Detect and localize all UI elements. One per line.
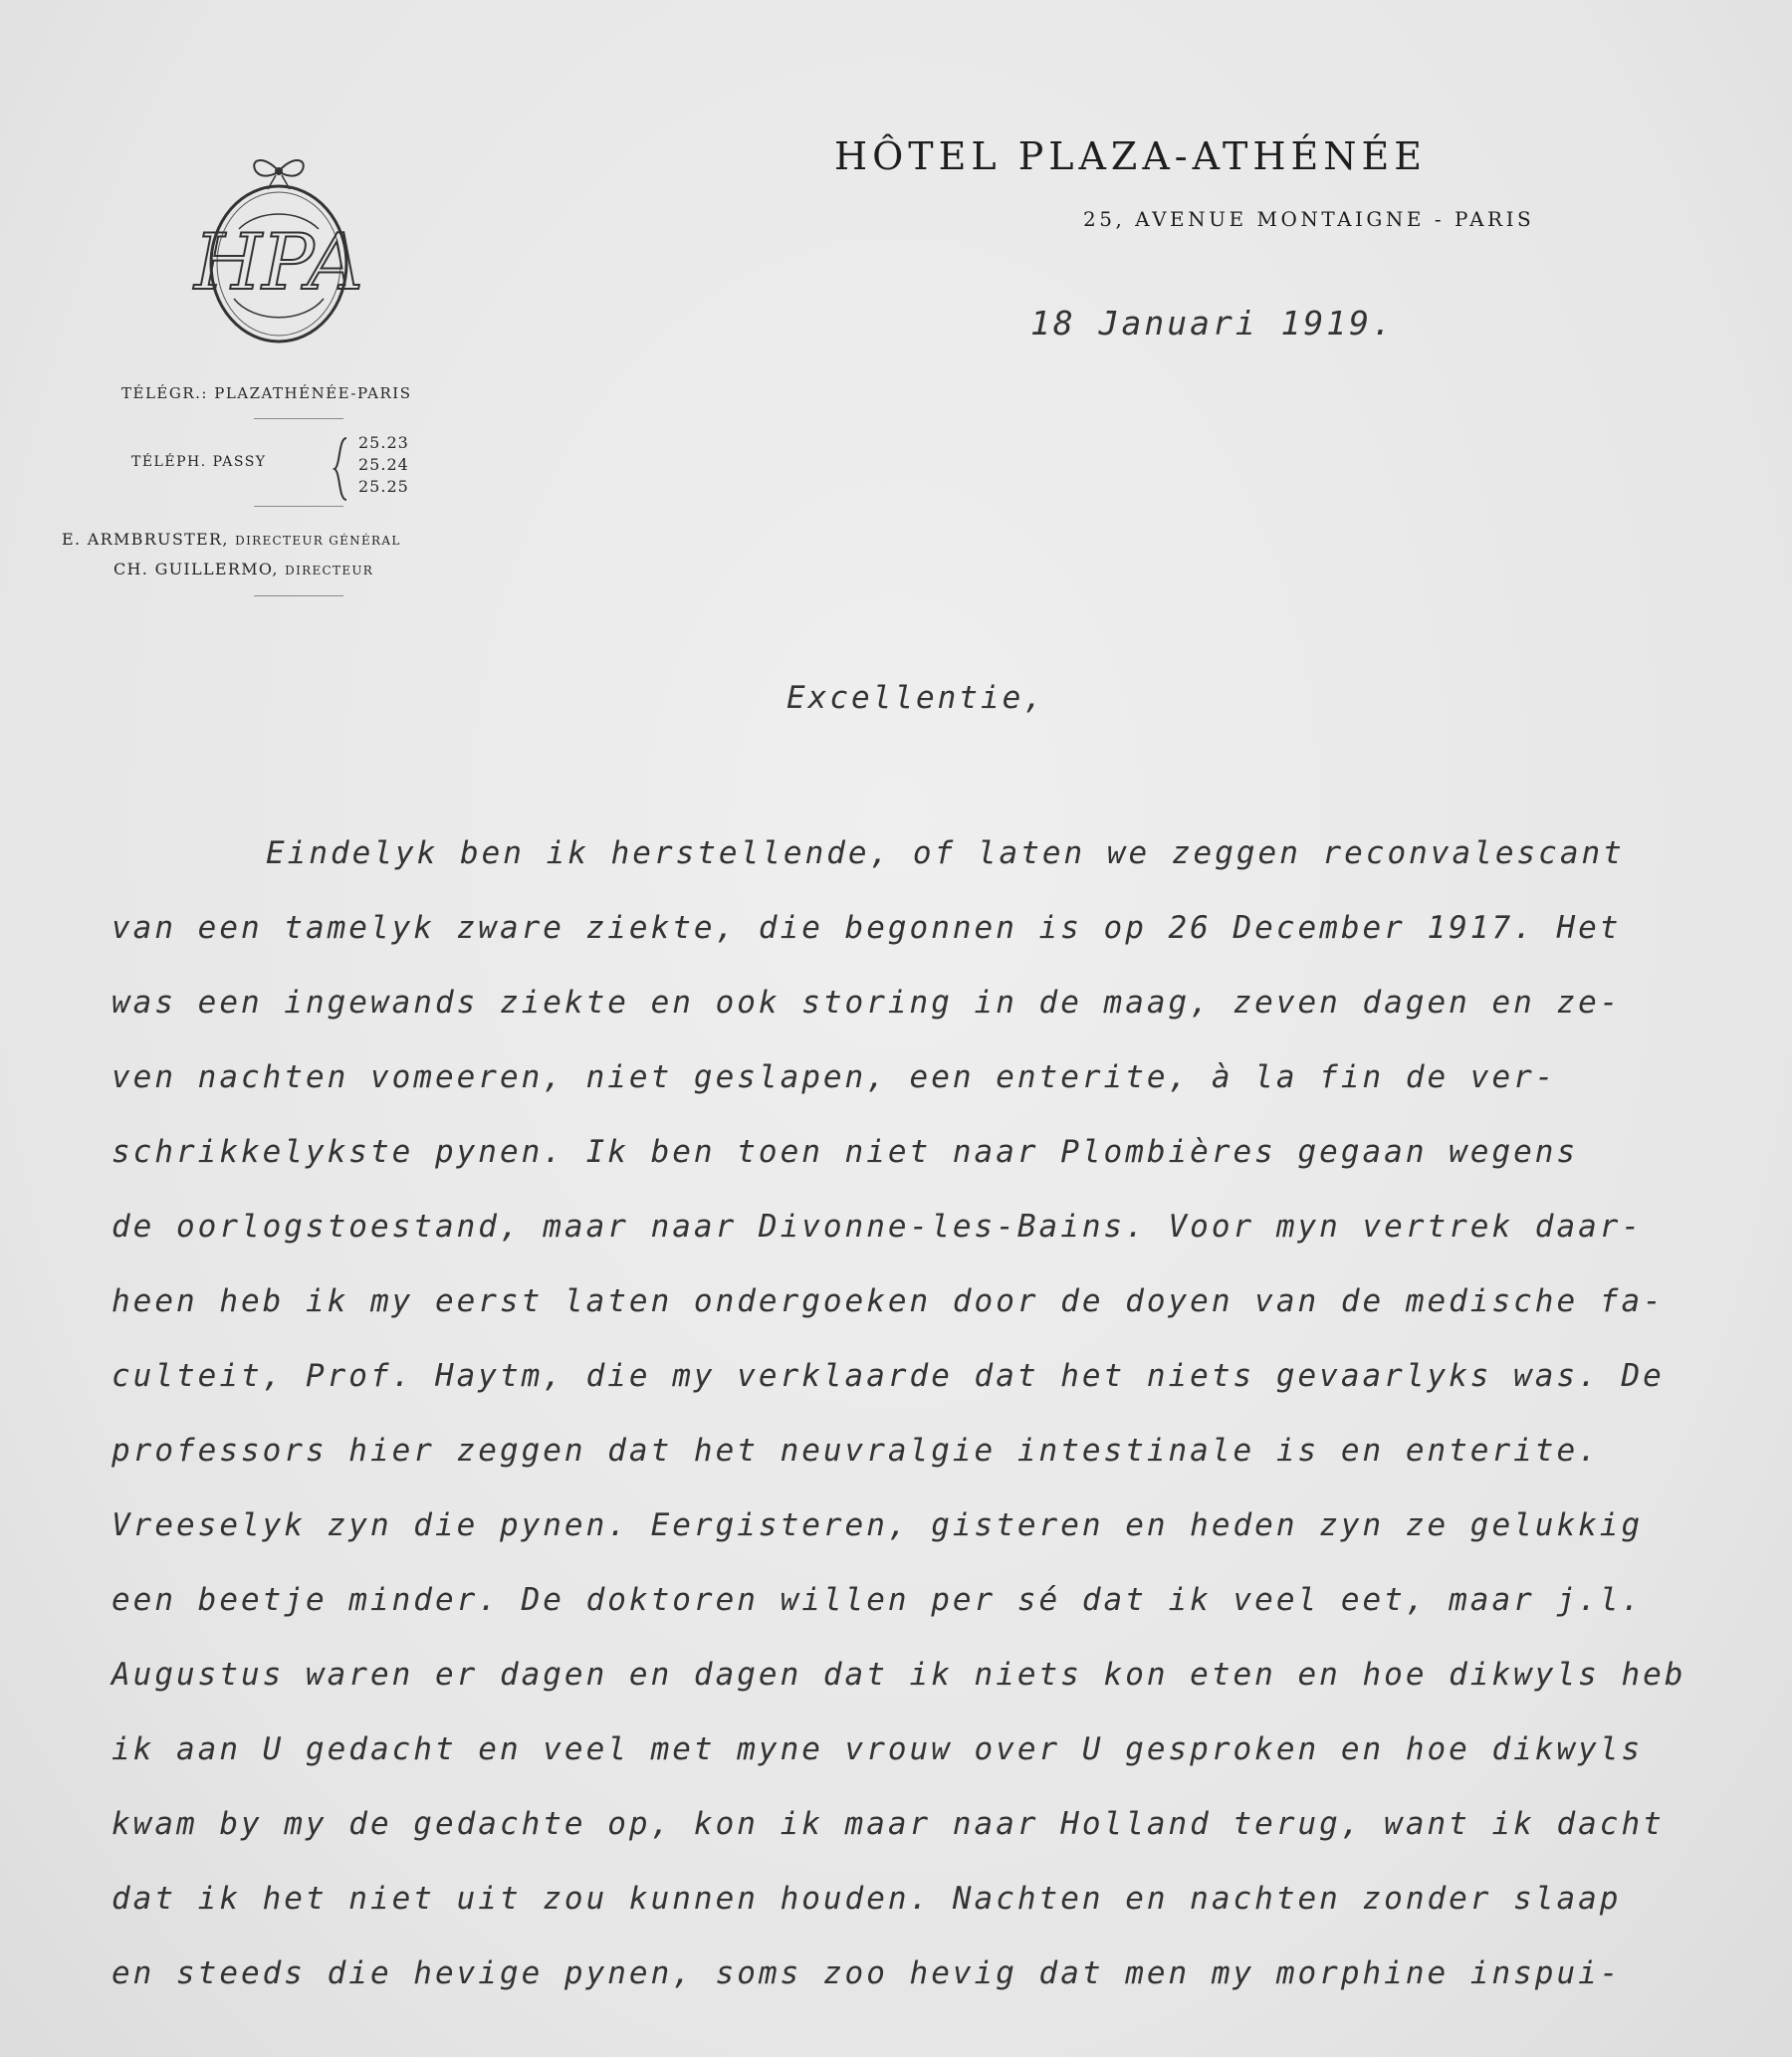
body-line: Eindelyk ben ik herstellende, of laten we zeggen reconvalescant [266, 835, 1625, 871]
body-line: heen heb ik my eerst laten ondergoeken door de doyen van de medische fa- [112, 1283, 1665, 1319]
body-line: schrikkelykste pynen. Ik ben toen niet naar Plombières gegaan wegens [112, 1134, 1579, 1170]
divider [254, 595, 343, 596]
director-title: DIRECTEUR [285, 564, 374, 577]
phone-number: 25.24 [358, 455, 409, 474]
director [113, 560, 373, 578]
letter-date: 18 Januari 1919. [1030, 304, 1395, 343]
body-line: en steeds die hevige pynen, soms zoo hevig dat men my morphine inspui- [112, 1955, 1622, 1991]
body-line: culteit, Prof. Haytm, die my verklaarde dat het niets gevaarlyks was. De [112, 1358, 1665, 1394]
phone-label: TÉLÉPH. PASSY [131, 454, 267, 470]
body-line: Vreeselyk zyn die pynen. Eergisteren, gisteren en heden zyn ze gelukkig [112, 1507, 1644, 1543]
hotel-address: 25, AVENUE MONTAIGNE - PARIS [1083, 207, 1535, 231]
phone-number: 25.23 [358, 433, 409, 452]
body-line: de oorlogstoestand, maar naar Divonne-les-Bains. Voor myn vertrek daar- [112, 1209, 1644, 1245]
divider [254, 418, 343, 419]
hotel-monogram-logo [194, 149, 363, 348]
phone-number: 25.25 [358, 477, 409, 496]
letter-body [112, 816, 1754, 2011]
body-line: dat ik het niet uit zou kunnen houden. Nachten en nachten zonder slaap [112, 1881, 1622, 1917]
director-general-title: DIRECTEUR GÉNÉRAL [235, 534, 401, 548]
body-line: van een tamelyk zware ziekte, die begonnen is op 26 December 1917. Het [112, 910, 1622, 946]
hotel-name: HÔTEL PLAZA-ATHÉNÉE [834, 134, 1427, 178]
body-line: ven nachten vomeeren, niet geslapen, een enterite, à la fin de ver- [112, 1059, 1557, 1095]
telegraph-address: TÉLÉGR.: PLAZATHÉNÉE-PARIS [121, 384, 412, 402]
director-name: CH. GUILLERMO, [113, 560, 279, 578]
director-general [62, 530, 401, 549]
svg-text:HPA: HPA [194, 218, 363, 308]
director-general-name: E. ARMBRUSTER, [62, 530, 229, 549]
brace-icon [333, 436, 348, 502]
salutation: Excellentie, [786, 680, 1045, 716]
body-line: een beetje minder. De doktoren willen per sé dat ik veel eet, maar j.l. [112, 1582, 1644, 1618]
body-line: professors hier zeggen dat het neuvralgie intestinale is en enterite. [112, 1433, 1600, 1469]
divider [254, 506, 343, 507]
phone-numbers [358, 432, 409, 498]
body-line: was een ingewands ziekte en ook storing in de maag, zeven dagen en ze- [112, 985, 1622, 1021]
body-line: kwam by my de gedachte op, kon ik maar naar Holland terug, want ik dacht [112, 1806, 1665, 1842]
body-line: ik aan U gedacht en veel met myne vrouw over U gesproken en hoe dikwyls [112, 1731, 1644, 1767]
body-line: Augustus waren er dagen en dagen dat ik niets kon eten en hoe dikwyls heb [112, 1657, 1686, 1693]
